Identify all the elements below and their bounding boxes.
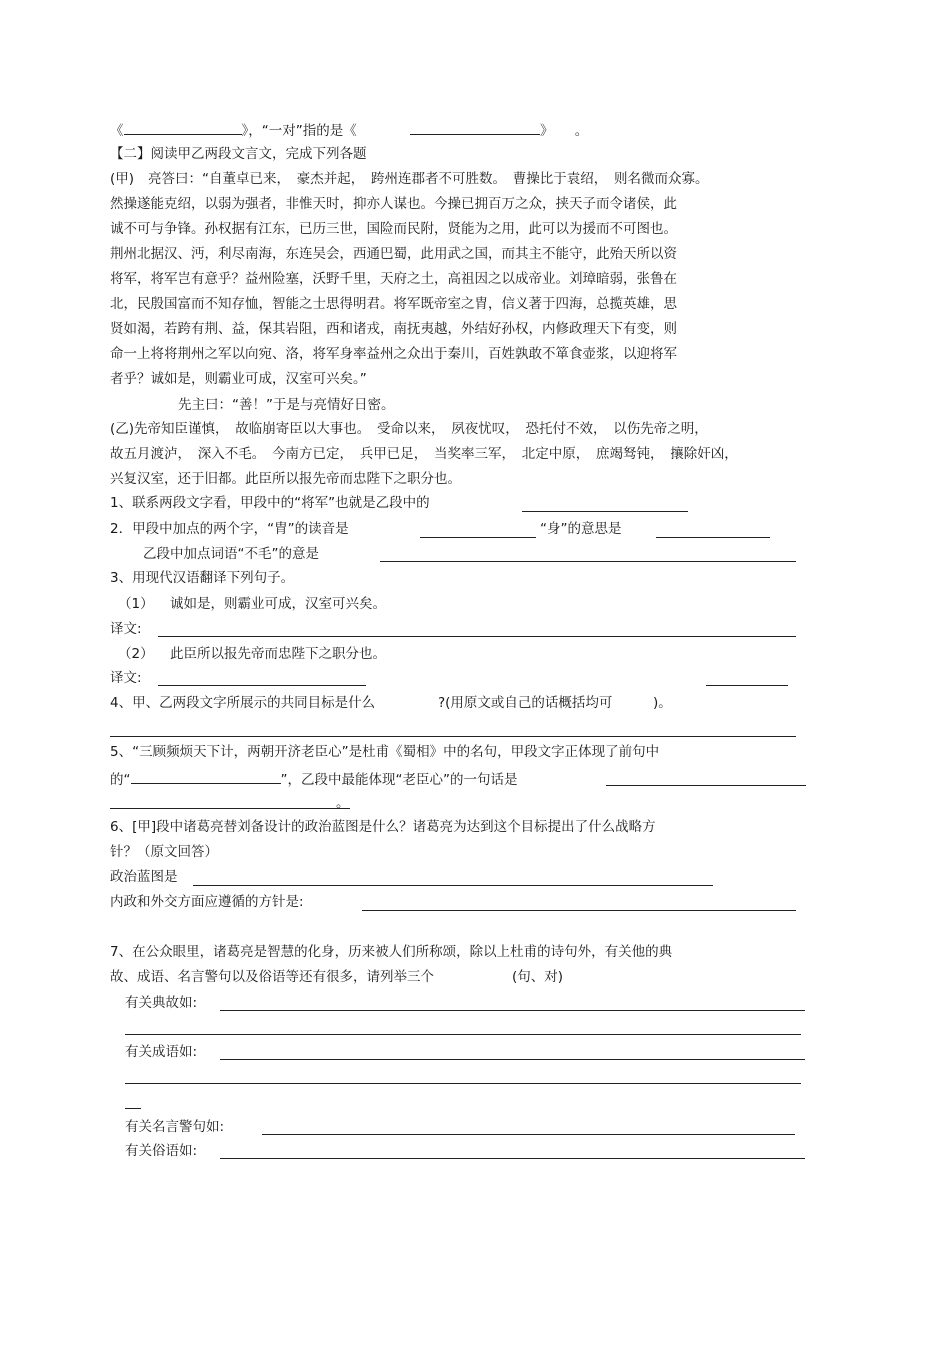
close-bracket: 》 <box>540 123 547 139</box>
question-7-line2: 故、成语、名言警句以及俗语等还有很多，请列举三个 <box>110 969 434 985</box>
question-5-line2 <box>110 769 517 789</box>
translation-line[interactable] <box>158 685 366 686</box>
answer-line[interactable] <box>110 808 350 809</box>
answer-line[interactable] <box>606 785 806 786</box>
question-4-note: ?(用原文或自己的话概括均可 <box>438 695 613 711</box>
passage-jia-line: 荆州北据汉、沔，利尽南海，东连吴会，西通巴蜀，此用武之国，而其主不能守，此殆天所以资 <box>110 246 677 262</box>
answer-line[interactable] <box>420 537 536 538</box>
passage-jia-closing: 先主曰：“善！”于是与亮情好日密。 <box>178 397 395 413</box>
question-2-bumao: 乙段中加点词语“不毛”的意是 <box>143 546 319 562</box>
passage-jia-line: 将军，将军岂有意乎？益州险塞，沃野千里，天府之土，高祖因之以成帝业。刘璋暗弱，张鲁在 <box>110 271 677 287</box>
answer-line[interactable] <box>362 910 796 911</box>
answer-line[interactable] <box>125 1108 141 1109</box>
answer-line[interactable] <box>125 1034 801 1035</box>
answer-line[interactable] <box>220 1158 805 1159</box>
question-5-mid: ”，乙段中最能体现“老臣心”的一句话是 <box>280 772 518 788</box>
question-3: 3、用现代汉语翻译下列句子。 <box>110 570 295 586</box>
question-1: 1、联系两段文字看，甲段中的“将军”也就是乙段中的 <box>110 495 430 511</box>
question-3-2: 此臣所以报先帝而忠陛下之职分也。 <box>170 646 386 662</box>
section-title: 【二】阅读甲乙两段文言文，完成下列各题 <box>110 146 367 162</box>
answer-line[interactable] <box>110 736 796 737</box>
question-6-line2: 针？（原文回答） <box>110 844 218 860</box>
answer-line[interactable] <box>220 1059 805 1060</box>
open-bracket: 《 <box>110 123 124 139</box>
passage-jia-line: 命一上将将荆州之军以向宛、洛，将军身率益州之众出于秦川，百姓孰敢不箪食壶浆，以迎将军 <box>110 346 677 362</box>
answer-line[interactable] <box>380 561 796 562</box>
translation-line[interactable] <box>706 685 788 686</box>
passage-yi-line: 兴复汉室，还于旧都。此臣所以报先帝而忠陛下之职分也。 <box>110 471 461 487</box>
top-line-text: 》，“一对”指的是《 <box>241 123 357 139</box>
question-5-de: 的“ <box>110 772 131 788</box>
translation-line[interactable] <box>158 636 796 637</box>
question-3-1: 诚如是，则霸业可成，汉室可兴矣。 <box>170 596 386 612</box>
answer-blank[interactable] <box>124 120 242 135</box>
question-4: 4、甲、乙两段文字所展示的共同目标是什么 <box>110 695 376 711</box>
answer-line[interactable] <box>125 1083 801 1084</box>
question-7-allusions: 有关典故如: <box>125 995 198 1011</box>
period: 。 <box>574 123 589 139</box>
translation-label: 译文: <box>110 670 142 686</box>
question-7-sayings: 有关俗语如: <box>125 1143 198 1159</box>
passage-yi-line: 故五月渡泸， 深入不毛。 今南方已定， 兵甲已足， 当奖率三军， 北定中原， 庶竭驽钝， 攘除奸凶， <box>110 446 738 462</box>
passage-jia-line: 北，民殷国富而不知存恤，智能之士思得明君。将军既帝室之胄，信义著于四海，总揽英雄，思 <box>110 296 677 312</box>
translation-label: 译文: <box>110 621 142 637</box>
answer-line[interactable] <box>522 511 688 512</box>
question-2-shen: “身”的意思是 <box>540 521 622 537</box>
passage-jia-line: 亮答曰：“自董卓已来， 豪杰并起， 跨州连郡者不可胜数。 曹操比于袁绍， 则名微而众寡。 <box>148 171 709 187</box>
passage-jia-label: (甲) <box>110 171 135 187</box>
question-6: 6、[甲]段中诸葛亮替刘备设计的政治蓝图是什么？诸葛亮为达到这个目标提出了什么战略方 <box>110 819 656 835</box>
passage-jia-line: 者乎？诚如是，则霸业可成，汉室可兴矣。” <box>110 371 367 387</box>
passage-jia-line: 贤如渴，若跨有荆、益，保其岩阻，西和诸戎，南抚夷越，外结好孙权，内修政理天下有变，则 <box>110 321 677 337</box>
question-2: 2．甲段中加点的两个字，“胄”的读音是 <box>110 521 349 537</box>
top-line <box>110 120 357 140</box>
question-6-blueprint: 政治蓝图是 <box>110 869 178 885</box>
answer-blank[interactable] <box>131 769 281 784</box>
answer-blank[interactable] <box>410 120 540 135</box>
answer-line[interactable] <box>656 537 770 538</box>
question-4-end: )。 <box>653 695 672 711</box>
answer-line[interactable] <box>262 1134 795 1135</box>
top-line-second-blank <box>410 120 588 140</box>
answer-line[interactable] <box>220 1010 805 1011</box>
passage-yi-line: (乙)先帝知臣谨慎， 故临崩寄臣以大事也。 受命以来， 夙夜忧叹， 恐托付不效， 以伤先帝之明， <box>110 421 708 437</box>
passage-jia-line: 诚不可与争锋。孙权据有江东，已历三世，国险而民附，贤能为之用，此可以为援而不可图也。 <box>110 221 677 237</box>
question-7-note: (句、对) <box>512 969 564 985</box>
question-6-policy: 内政和外交方面应遵循的方针是: <box>110 894 304 910</box>
question-7-idioms: 有关成语如: <box>125 1044 198 1060</box>
question-5-period: 。 <box>336 795 350 811</box>
question-5: 5、“三顾频烦天下计，两朝开济老臣心”是杜甫《蜀相》中的名句，甲段文字正体现了前句中 <box>110 744 660 760</box>
passage-jia-line: 然操遂能克绍，以弱为强者，非惟天时，抑亦人谋也。今操已拥百万之众，挟天子而令诸侯，此 <box>110 196 677 212</box>
question-3-1-number: （1） <box>118 596 154 612</box>
question-7-quotes: 有关名言警句如: <box>125 1119 225 1135</box>
question-3-2-number: （2） <box>118 646 154 662</box>
question-7: 7、在公众眼里，诸葛亮是智慧的化身，历来被人们所称颂，除以上杜甫的诗句外，有关他的典 <box>110 944 673 960</box>
answer-line[interactable] <box>193 885 713 886</box>
